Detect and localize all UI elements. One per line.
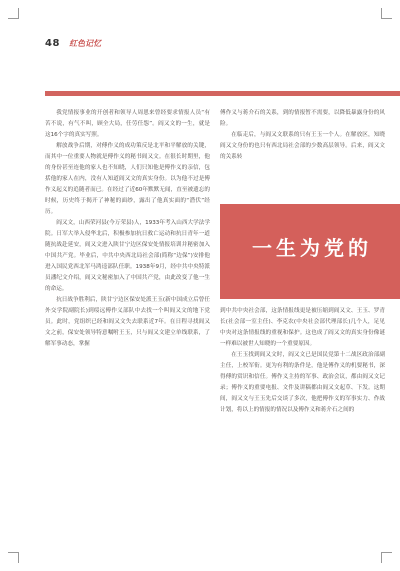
column-name: 红色记忆 bbox=[69, 39, 102, 48]
paragraph: 在临走后，与阎又文联系的只有王玉一个人。在解放区，知晓阎又文身份的也只有西北局社会部的少数高层领导。后来，阎又文的关系转 bbox=[220, 132, 385, 160]
header-rule bbox=[45, 91, 400, 96]
paragraph: 阎又文，山西荣河县(今万荣县)人，1933年考入山西大学法学院。日军大举入侵华北后，积极参加抗日救亡运动和抗日青年一道随抗战赴延安，阎又文进入陕甘宁边区保安处情报培训并秘密加入中国共产党。毕业后，中共中央西北局社会部(简称“边保”)安排他进入国民党西北军马鸿逵部队任职。1938年9月，经中共中央特派员潘纪文介绍，阎又文秘密加入了中国共产党，由此改变了他一生的命运。 bbox=[45, 220, 210, 292]
paragraph: 我党情报事业的开创者和领导人周恩来曾经要求情报人员“有苦不说，有气不叫，顾全大局，任劳任怨”。阎又文的一生，就是这16个字的真实写照。 bbox=[45, 110, 210, 138]
crop-mark bbox=[381, 8, 392, 19]
crop-mark bbox=[8, 8, 19, 19]
crop-mark bbox=[381, 552, 392, 563]
crop-mark bbox=[8, 552, 19, 563]
paragraph: 解放战争后期，对傅作义的成功策反是北平和平解放的关键，而其中一位重要人物就是傅作义的秘书阎又文。在很长时期里，他的身份甚至连他的家人也不知晓，人们只知他是傅作义的亲信，包括他的家人在内，没有人知道阎又文的真实身份。以为他不过是傅作义起义的追随者而已。在经过了近60年默默无闻，直至被遗忘的时候，历史终于揭开了神秘的面纱，露出了他真实面的“潜伏”经历。 bbox=[45, 143, 210, 215]
page-number: 48 bbox=[45, 38, 60, 49]
article-title: 一生为党的 bbox=[252, 236, 372, 260]
article-column-right-bottom bbox=[220, 306, 385, 416]
page-header bbox=[45, 38, 101, 49]
paragraph: 抗日战争胜利后，陕甘宁边区保安处派王玉(新中国成立后曾任外交学院副院长)到绥远傅作义部队中去找一个叫阎又文的地下党员。此时，党组织已经和阎又文失去联系近7年。在日程寻找阎又文之前，保安处领导特意嘱咐王玉，只与阎又文建立单线联系，了解军事动态，掌握 bbox=[45, 297, 210, 347]
article-column-right-top bbox=[220, 108, 385, 163]
paragraph: 傅作义与蒋介石的关系，到的情报暂不需要，以降低暴露身份的风险。 bbox=[220, 110, 385, 127]
paragraph: 在王玉找到阎又文时，阎又文已是国民党第十二战区政治部副主任，上校军衔。更为有利的条件是，他是傅作义的机要秘书，深得傅的赏识和信任。傅作义主持的军事、政治会议，都由阎又文记录；傅作义的重要电报、文件及讲稿都由阎又文起草、下发。这期间，阎又文与王玉先后交谈了多次，他把傅作义的军事实力、作战计划，将以上的情报的情况以及傅作义和蒋介石之间的 bbox=[220, 352, 385, 413]
article-column-left bbox=[45, 108, 210, 350]
paragraph: 到中共中央社会部，这条情报线更是被压缩到阎又文、王玉、罗青长(社会部一室主任)、李克农(中央社会部代理部长)几个人，足见中央对这条情报线的重视和保护。这也成了阎又文的真实身份像谜一样难以被世人知晓的一个重要原因。 bbox=[220, 308, 385, 347]
